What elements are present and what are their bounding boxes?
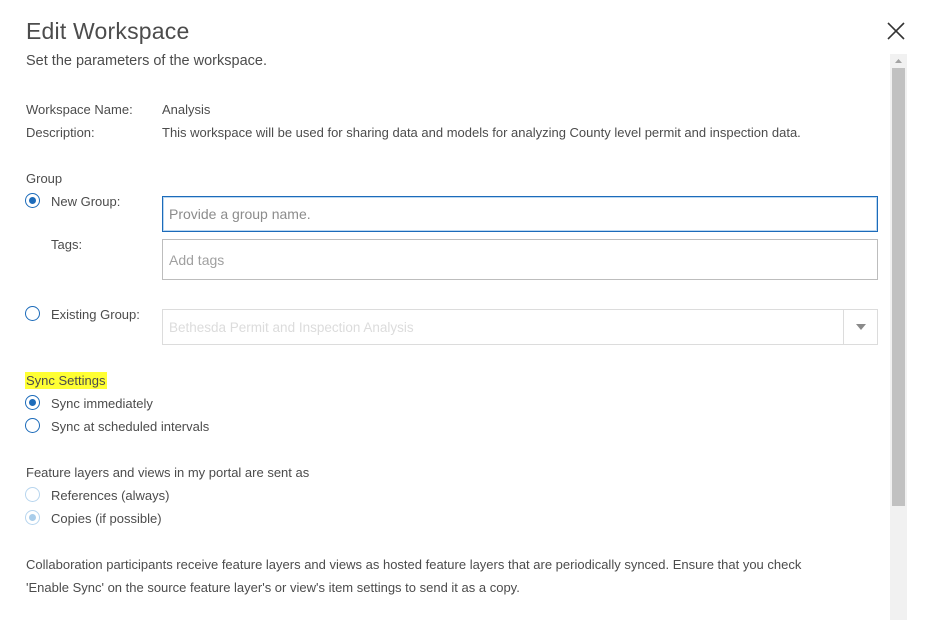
copies-label: Copies (if possible) [51,511,162,526]
existing-group-select-value: Bethesda Permit and Inspection Analysis [169,320,414,335]
new-group-radio[interactable] [25,193,40,208]
tags-label: Tags: [51,237,83,252]
sync-scheduled-radio[interactable] [25,418,40,433]
description-label: Description: [26,125,95,140]
existing-group-label: Existing Group: [51,307,140,322]
close-icon [884,19,908,43]
close-button[interactable] [884,19,908,43]
group-heading: Group [26,171,63,186]
feature-layers-heading: Feature layers and views in my portal are sent as [26,465,310,480]
group-name-input[interactable] [162,196,878,232]
chevron-down-icon [844,310,878,344]
scroll-up-button[interactable] [890,54,907,68]
copies-radio [25,510,40,525]
sync-settings-heading [25,373,107,388]
description-value: This workspace will be used for sharing data and models for analyzing County level permit and inspection data. [162,125,801,140]
dropdown-toggle[interactable] [843,310,877,344]
sync-immediately-radio[interactable] [25,395,40,410]
sync-note-line-2: 'Enable Sync' on the source feature layer's or view's item settings to send it as a copy. [26,580,520,595]
dialog-subtitle: Set the parameters of the workspace. [26,53,267,69]
existing-group-select[interactable] [162,309,878,345]
vertical-scrollbar[interactable] [890,54,907,620]
references-label: References (always) [51,488,170,503]
references-radio [25,487,40,502]
existing-group-radio[interactable] [25,306,40,321]
sync-note-line-1: Collaboration participants receive feature layers and views as hosted feature layers that are periodically synced. Ensure that you check [26,557,802,572]
sync-immediately-label: Sync immediately [51,396,153,411]
workspace-name-value: Analysis [162,102,211,117]
scroll-up-arrow-icon [890,54,907,68]
tags-input[interactable] [162,239,878,280]
scrollbar-thumb[interactable] [892,68,905,506]
sync-settings-highlight: Sync Settings [26,373,106,388]
sync-scheduled-label: Sync at scheduled intervals [51,419,210,434]
workspace-name-label: Workspace Name: [26,102,133,117]
new-group-label: New Group: [51,194,121,209]
dialog-title: Edit Workspace [26,18,190,44]
